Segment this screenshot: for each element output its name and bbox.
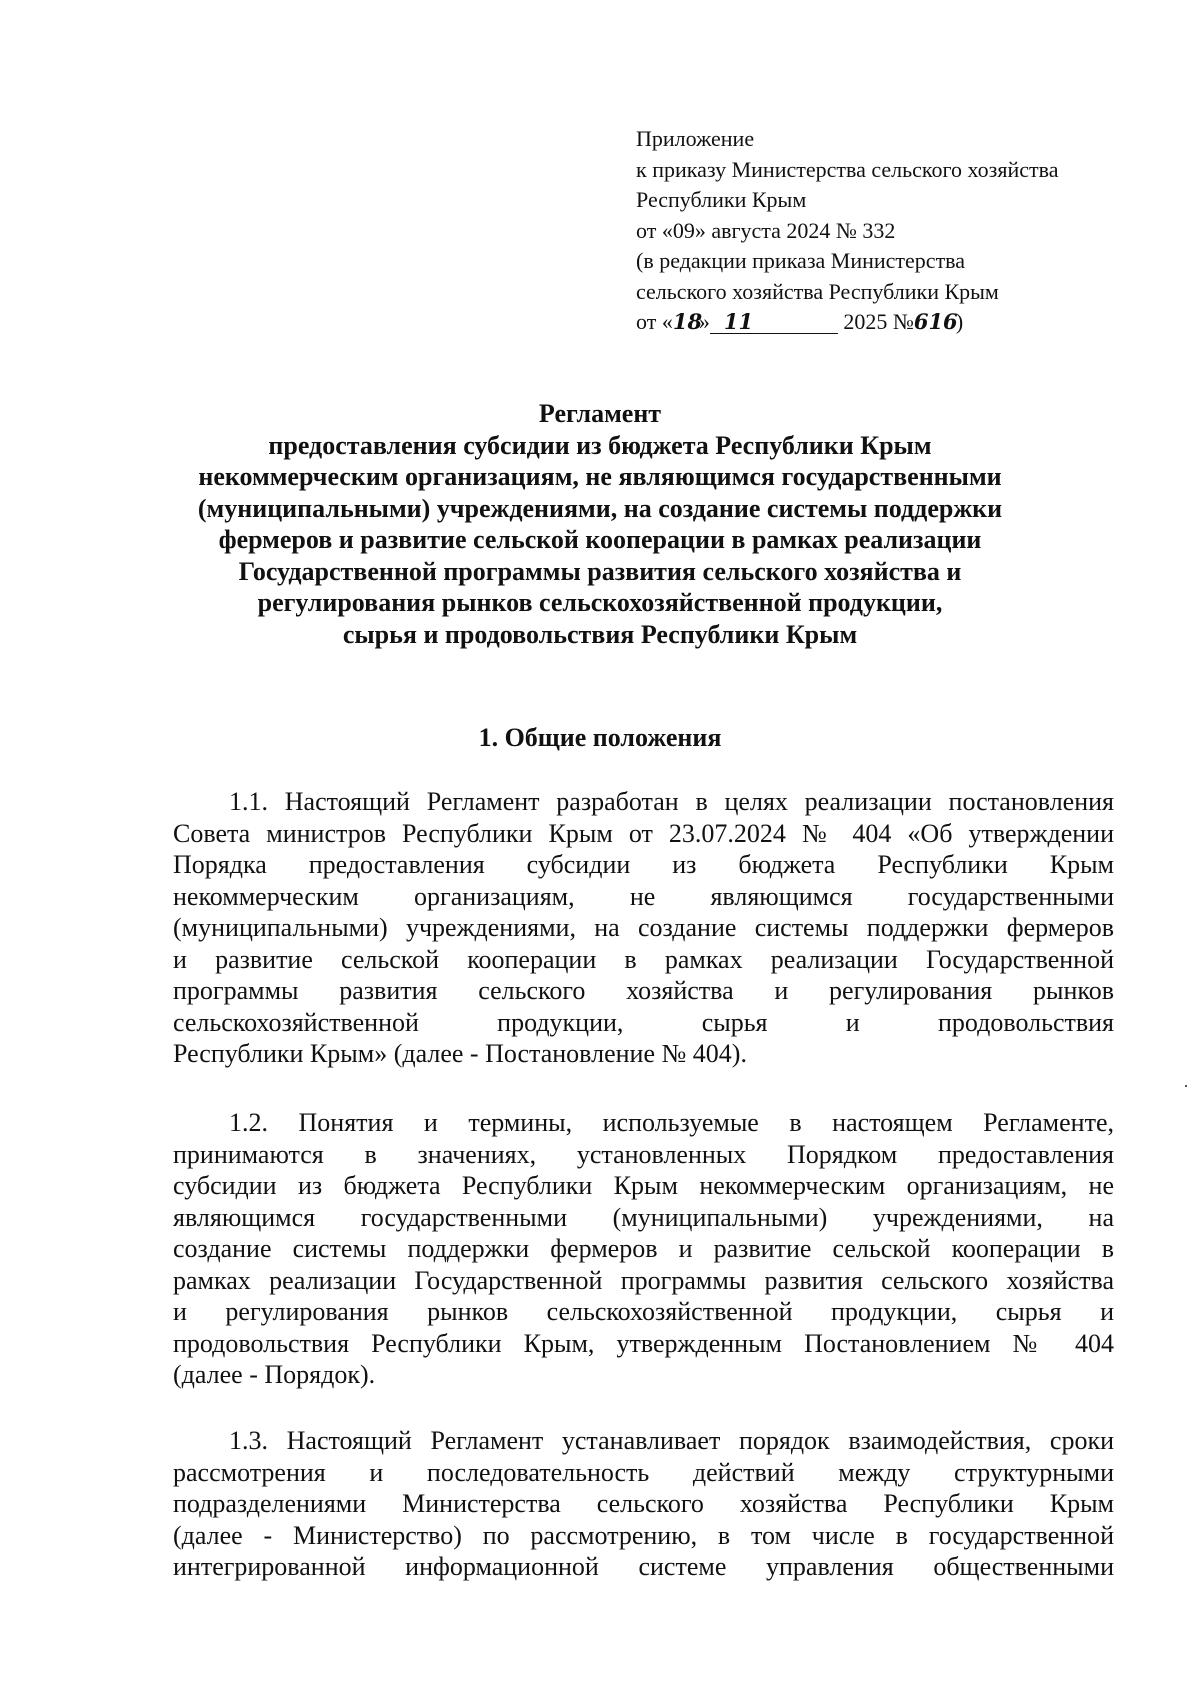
appendix-block xyxy=(636,124,1106,338)
paragraph-line: 1.1. Настоящий Регламент разработан в целях реализации постановления xyxy=(229,787,1114,816)
date-year: 2025 № xyxy=(843,309,914,334)
appendix-line: Республики Крым xyxy=(636,187,807,212)
title-line: фермеров и развитие сельской кооперации в рамках реализации xyxy=(218,525,982,554)
paragraph-line: и регулирования рынков сельскохозяйственной продукции, сырья и xyxy=(173,1297,1114,1326)
paragraph-line: и развитие сельской кооперации в рамках реализации Государственной xyxy=(173,944,1114,974)
appendix-line: (в редакции приказа Министерства xyxy=(636,248,966,273)
paragraph-line: субсидии из бюджета Республики Крым некоммерческим организациям, не xyxy=(173,1171,1114,1200)
paragraph-line: принимаются в значениях, установленных Порядком предоставления xyxy=(173,1139,1114,1169)
document-title xyxy=(150,398,1050,650)
paragraph-line: Совета министров Республики Крым от 23.07.2024 № 404 «Об утверждении xyxy=(173,818,1114,848)
date-prefix: от « xyxy=(636,309,673,334)
paragraph-line: подразделениями Министерства сельского хозяйства Республики Крым xyxy=(173,1489,1114,1518)
paragraph-line: рассмотрения и последовательность действий между структурными xyxy=(173,1457,1114,1487)
paragraph-1-2 xyxy=(173,1107,1114,1391)
date-suffix: ) xyxy=(955,309,964,334)
paragraph-line: рамках реализации Государственной программы развития сельского хозяйства xyxy=(173,1265,1114,1295)
title-line: регулирования рынков сельскохозяйственной продукции, xyxy=(257,588,943,617)
paragraph-1-1 xyxy=(173,786,1114,1070)
handwritten-month: 11 xyxy=(710,311,838,334)
paragraph-line: 1.3. Настоящий Регламент устанавливает порядок взаимодействия, сроки xyxy=(229,1426,1114,1455)
handwritten-day: 18 xyxy=(672,309,703,334)
handwritten-order-number: 616 xyxy=(913,309,958,334)
paragraph-1-3 xyxy=(173,1425,1114,1583)
title-line: Регламент xyxy=(538,399,662,428)
paragraph-line: продовольствия Республики Крым, утвержденным Постановлением № 404 xyxy=(173,1328,1114,1358)
appendix-line: сельского хозяйства Республики Крым xyxy=(636,278,999,304)
paragraph-line: (далее - Порядок). xyxy=(173,1360,376,1389)
paragraph-line: (далее - Министерство) по рассмотрению, в том числе в государственной xyxy=(173,1520,1114,1550)
paragraph-line: создание системы поддержки фермеров и развитие сельской кооперации в xyxy=(173,1234,1114,1263)
title-line: (муниципальными) учреждениями, на создание системы поддержки xyxy=(197,493,1003,523)
appendix-line: к приказу Министерства сельского хозяйства xyxy=(636,156,1059,182)
paragraph-line: программы развития сельского хозяйства и регулирования рынков xyxy=(173,976,1114,1005)
scan-speck xyxy=(1185,1085,1187,1087)
title-line: сырья и продовольствия Республики Крым xyxy=(342,619,858,649)
date-close-quote: » xyxy=(698,309,710,334)
paragraph-line: Порядка предоставления субсидии из бюджета Республики Крым xyxy=(173,850,1114,879)
paragraph-line: являющимся государственными (муниципальными) учреждениями, на xyxy=(173,1202,1114,1232)
appendix-line: от «09» августа 2024 № 332 xyxy=(636,217,896,243)
section-heading: 1. Общие положения xyxy=(478,723,722,752)
title-line: предоставления субсидии из бюджета Республики Крым xyxy=(268,430,932,460)
title-line: Государственной программы развития сельского хозяйства и xyxy=(238,556,962,586)
paragraph-line: 1.2. Понятия и термины, используемые в настоящем Регламенте, xyxy=(229,1108,1114,1137)
amendment-date-line xyxy=(636,307,1106,338)
paragraph-line: интегрированной информационной системе управления общественными xyxy=(173,1552,1114,1581)
paragraph-line: (муниципальными) учреждениями, на создание системы поддержки фермеров xyxy=(173,913,1114,942)
paragraph-line: некоммерческим организациям, не являющимся государственными xyxy=(173,881,1114,911)
title-line: некоммерческим организациям, не являющимся государственными xyxy=(198,462,1002,491)
paragraph-line: сельскохозяйственной продукции, сырья и продовольствия xyxy=(173,1007,1114,1037)
paragraph-line: Республики Крым» (далее - Постановление № 404). xyxy=(173,1039,747,1068)
appendix-line: Приложение xyxy=(636,126,755,151)
